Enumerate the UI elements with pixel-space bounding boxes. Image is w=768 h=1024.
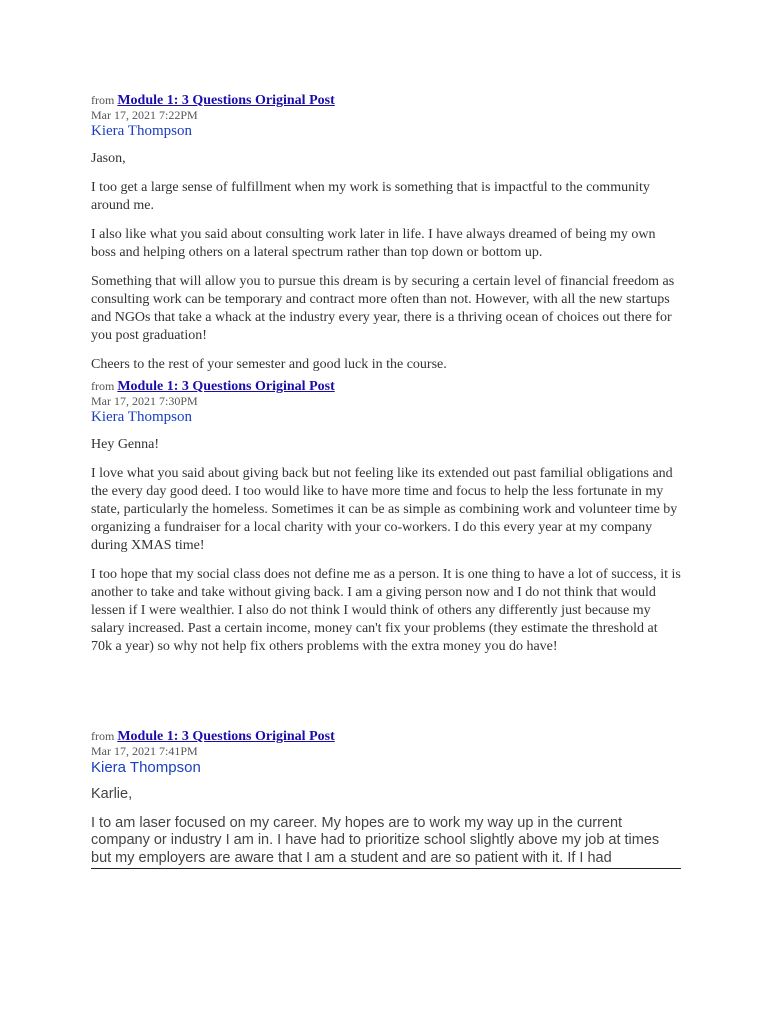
post-source-line <box>91 92 681 109</box>
discussion-page <box>91 92 681 869</box>
post-timestamp: Mar 17, 2021 7:41PM <box>91 744 198 758</box>
from-prefix: from <box>91 93 115 107</box>
post-paragraph: I too get a large sense of fulfillment when my work is something that is impactful to the community around me. <box>91 180 650 213</box>
discussion-post <box>91 728 681 869</box>
from-prefix: from <box>91 379 115 393</box>
from-prefix: from <box>91 729 115 743</box>
post-paragraph: Cheers to the rest of your semester and good luck in the course. <box>91 357 447 372</box>
post-source-line <box>91 728 681 745</box>
post-timestamp: Mar 17, 2021 7:30PM <box>91 394 198 408</box>
post-paragraph: I too hope that my social class does not define me as a person. It is one thing to have a lot of success, it is another to take and take without giving back. I am a giving person now and I do not think that would lessen if I were wealthier. I also do not think I would think of others any differently just because my salary increased. Past a certain income, money can't fix your problems (they estimate the threshold at 70k a year) so why not help fix others problems with the extra money you do have! <box>91 567 681 654</box>
page-cutoff-line <box>91 868 681 869</box>
discussion-post <box>91 92 681 374</box>
discussion-post <box>91 378 681 656</box>
post-author: Kiera Thompson <box>91 759 201 776</box>
post-paragraph: I love what you said about giving back but not feeling like its extended out past familial obligations and the every day good deed. I too would like to have more time and focus to help the less fortunate in my state, particularly the homeless. Sometimes it can be as simple as combining work and volunteer time by organizing a fundraiser for a local charity with your co-workers. I do this every year at my company during XMAS time! <box>91 466 678 553</box>
post-paragraph: I also like what you said about consulting work later in life. I have always dreamed of being my own boss and helping others on a lateral spectrum rather than top down or bottom up. <box>91 227 656 260</box>
original-post-link[interactable]: Module 1: 3 Questions Original Post <box>117 379 335 394</box>
post-paragraph: I to am laser focused on my career. My hopes are to work my way up in the current company or industry I am in. I have had to prioritize school slightly above my job at times but my employers are aware that I am a student and are so patient with it. If I had <box>91 814 660 866</box>
post-paragraph: Something that will allow you to pursue this dream is by securing a certain level of financial freedom as consulting work can be temporary and contract more often than not. However, with all the new startups and NGOs that take a whack at the industry every year, there is a thriving ocean of choices out there for you post graduation! <box>91 274 675 343</box>
post-paragraph: Jason, <box>91 151 126 166</box>
original-post-link[interactable]: Module 1: 3 Questions Original Post <box>117 729 335 744</box>
post-source-line <box>91 378 681 395</box>
post-paragraph: Hey Genna! <box>91 437 160 452</box>
post-author: Kiera Thompson <box>91 123 192 139</box>
post-paragraph: Karlie, <box>91 786 133 802</box>
post-timestamp: Mar 17, 2021 7:22PM <box>91 108 198 122</box>
post-author: Kiera Thompson <box>91 409 192 425</box>
original-post-link[interactable]: Module 1: 3 Questions Original Post <box>117 93 335 108</box>
